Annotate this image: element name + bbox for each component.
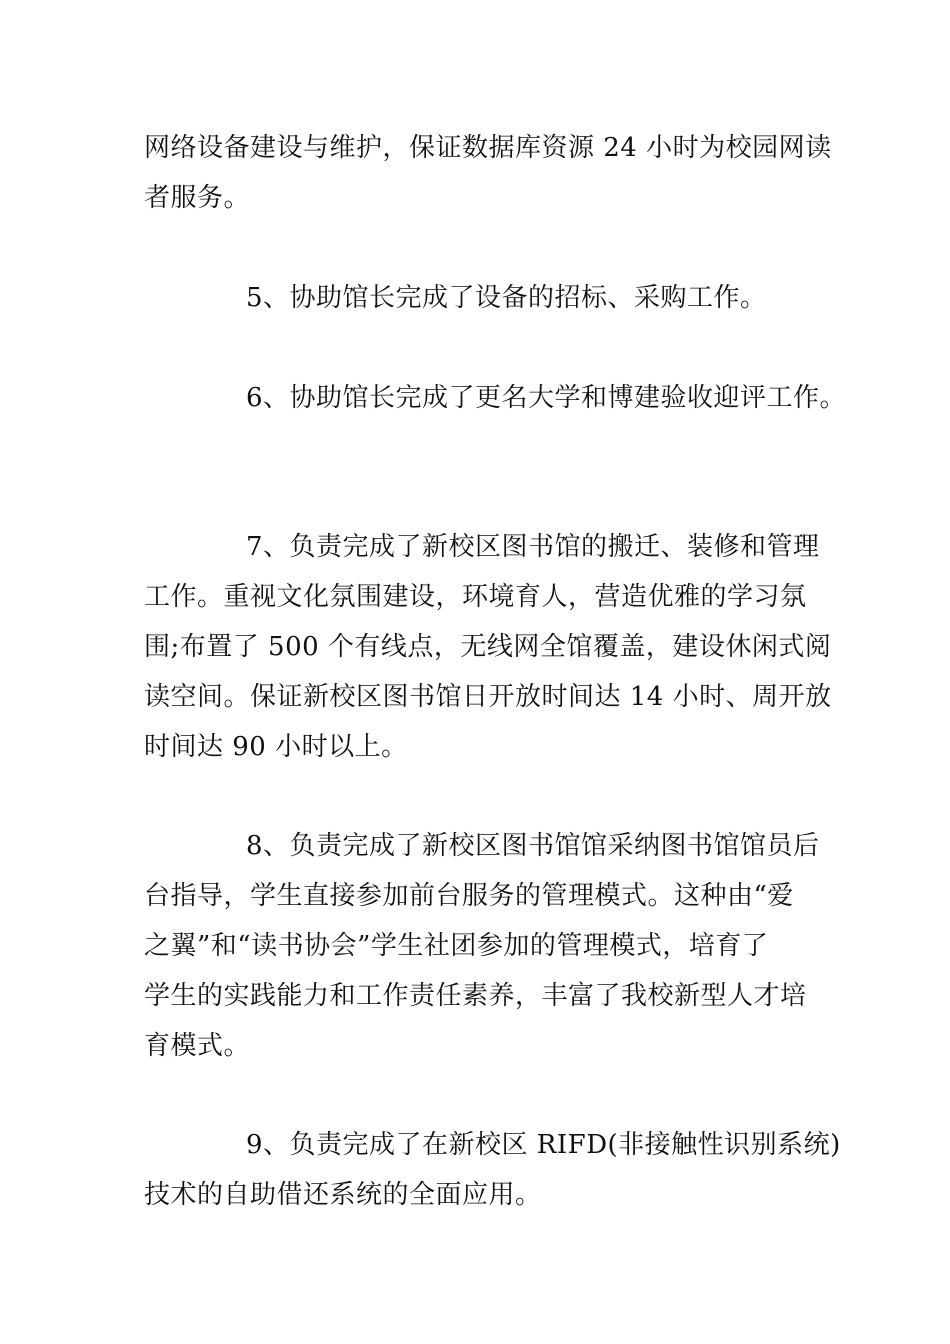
list-item-8: 8、负责完成了新校区图书馆馆采纳图书馆馆员后 [246,831,820,861]
paragraph-line: 台指导，学生直接参加前台服务的管理模式。这种由“爱 [144,881,794,911]
list-item-5: 5、协助馆长完成了设备的招标、采购工作。 [246,283,767,313]
paragraph-line: 工作。重视文化氛围建设，环境育人，营造优雅的学习氛 [144,582,807,612]
paragraph-line: 技术的自助借还系统的全面应用。 [144,1180,542,1210]
list-item-6: 6、协助馆长完成了更名大学和博建验收迎评工作。 [246,383,847,413]
paragraph-line: 时间达 90 小时以上。 [144,732,408,762]
paragraph-line: 者服务。 [144,183,251,213]
paragraph-line: 读空间。保证新校区图书馆日开放时间达 14 小时、周开放 [144,682,832,712]
paragraph-line: 学生的实践能力和工作责任素养，丰富了我校新型人才培 [144,981,807,1011]
list-item-7: 7、负责完成了新校区图书馆的搬迁、装修和管理 [246,532,820,562]
list-item-9: 9、负责完成了在新校区 RIFD(非接触性识别系统) [246,1130,841,1160]
paragraph-line: 围;布置了 500 个有线点，无线网全馆覆盖，建设休闲式阅 [144,632,832,662]
paragraph-line: 之翼”和“读书协会”学生社团参加的管理模式，培育了 [144,931,769,961]
paragraph-line: 网络设备建设与维护，保证数据库资源 24 小时为校园网读 [144,133,832,163]
paragraph-line: 育模式。 [144,1031,251,1061]
